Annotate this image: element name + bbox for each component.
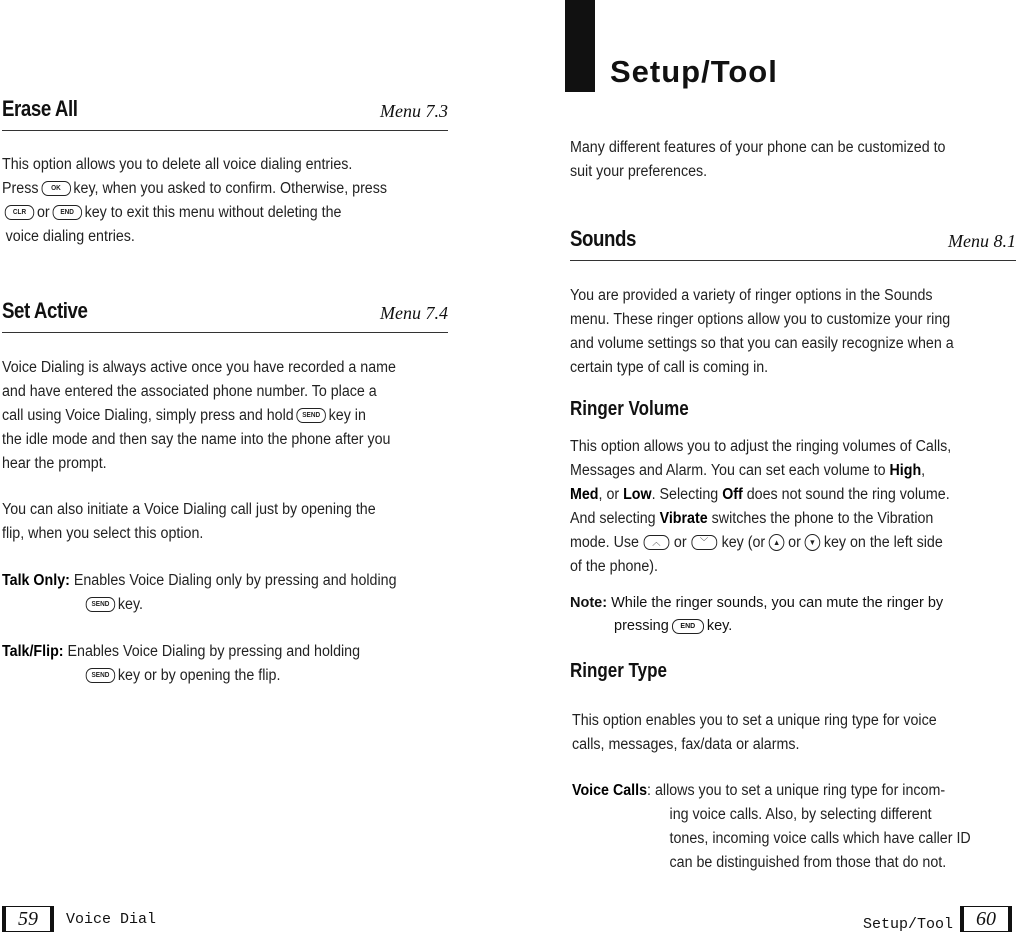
set-active-para-1: Voice Dialing is always active once you have recorded a name and have entered the associated phone number. To place a call using Voice Dialing, simply press and hold SEND key in the idle mode and then say the name into the phone after you hear the prompt.	[2, 359, 396, 472]
erase-all-heading: Erase All	[2, 96, 78, 121]
left-footer-label: Voice Dial	[66, 911, 157, 928]
ringer-volume-body: This option allows you to adjust the ringing volumes of Calls, Messages and Alarm. You can set each volume to High, Med, or Low. Selecting Off does not sound the ring volume. And selecting Vibrate switches the phone to the Vibration mode. Use ︿ or ﹀ key (or ▲ or ▼ key on the left side of the phone).	[570, 438, 952, 575]
down-nav-key-icon: ﹀	[691, 535, 717, 550]
talk-flip-label: Talk/Flip:	[2, 643, 64, 660]
sounds-body: You are provided a variety of ringer options in the Sounds menu. These ringer options allow you to customize your ring and volume settings so that you can easily recognize when a certain type of call is coming in.	[570, 287, 954, 376]
clr-key-icon: CLR	[5, 205, 34, 220]
end-key-icon: END	[672, 619, 704, 634]
right-page-number: 60	[960, 906, 1012, 932]
side-down-key-icon: ▼	[805, 534, 821, 551]
send-key-icon: SEND	[86, 668, 115, 683]
talk-only-label: Talk Only:	[2, 572, 70, 589]
voice-calls-item: Voice Calls: allows you to set a unique ring type for incom- ing voice calls. Also, by selecting different tones, incoming voice calls which have caller ID can be distinguished from those that do not.	[572, 782, 971, 871]
left-page-number: 59	[2, 906, 54, 932]
ringer-volume-note: Note: While the ringer sounds, you can mute the ringer by pressing END key.	[570, 595, 944, 634]
sounds-heading: Sounds	[570, 226, 637, 251]
ringer-volume-heading: Ringer Volume	[570, 398, 689, 420]
note-label: Note:	[570, 595, 608, 611]
erase-all-body: This option allows you to delete all voice dialing entries. Press OK key, when you asked to confirm. Otherwise, press CLR or END key to exit this menu without deleting the voice dialing entries.	[2, 156, 388, 245]
erase-all-rule	[2, 130, 448, 131]
ringer-type-heading: Ringer Type	[570, 660, 667, 682]
section-title: Setup/Tool	[610, 54, 778, 89]
erase-all-menu-ref: Menu 7.3	[380, 101, 448, 121]
setup-intro: Many different features of your phone can be customized to suit your preferences.	[570, 139, 946, 180]
sounds-menu-ref: Menu 8.1	[948, 231, 1016, 251]
sounds-rule	[570, 260, 1016, 261]
set-active-rule	[2, 332, 448, 333]
send-key-icon: SEND	[296, 408, 325, 423]
set-active-para-2: You can also initiate a Voice Dialing call just by opening the flip, when you select this option.	[2, 501, 376, 542]
ringer-type-body: This option enables you to set a unique ring type for voice calls, messages, fax/data or alarms.	[572, 712, 937, 753]
set-active-menu-ref: Menu 7.4	[380, 303, 448, 323]
side-up-key-icon: ▲	[769, 534, 785, 551]
talk-flip-item: Talk/Flip: Enables Voice Dialing by pressing and holding SEND key or by opening the flip.	[2, 643, 361, 684]
section-tab-bar	[565, 0, 595, 92]
talk-only-item: Talk Only: Enables Voice Dialing only by pressing and holding SEND key.	[2, 572, 397, 613]
end-key-icon: END	[52, 205, 81, 220]
send-key-icon: SEND	[86, 597, 115, 612]
set-active-heading: Set Active	[2, 298, 88, 323]
right-footer-label: Setup/Tool	[863, 916, 954, 933]
ok-key-icon: OK	[41, 181, 70, 196]
voice-calls-label: Voice Calls	[572, 782, 648, 799]
up-nav-key-icon: ︿	[644, 535, 670, 550]
